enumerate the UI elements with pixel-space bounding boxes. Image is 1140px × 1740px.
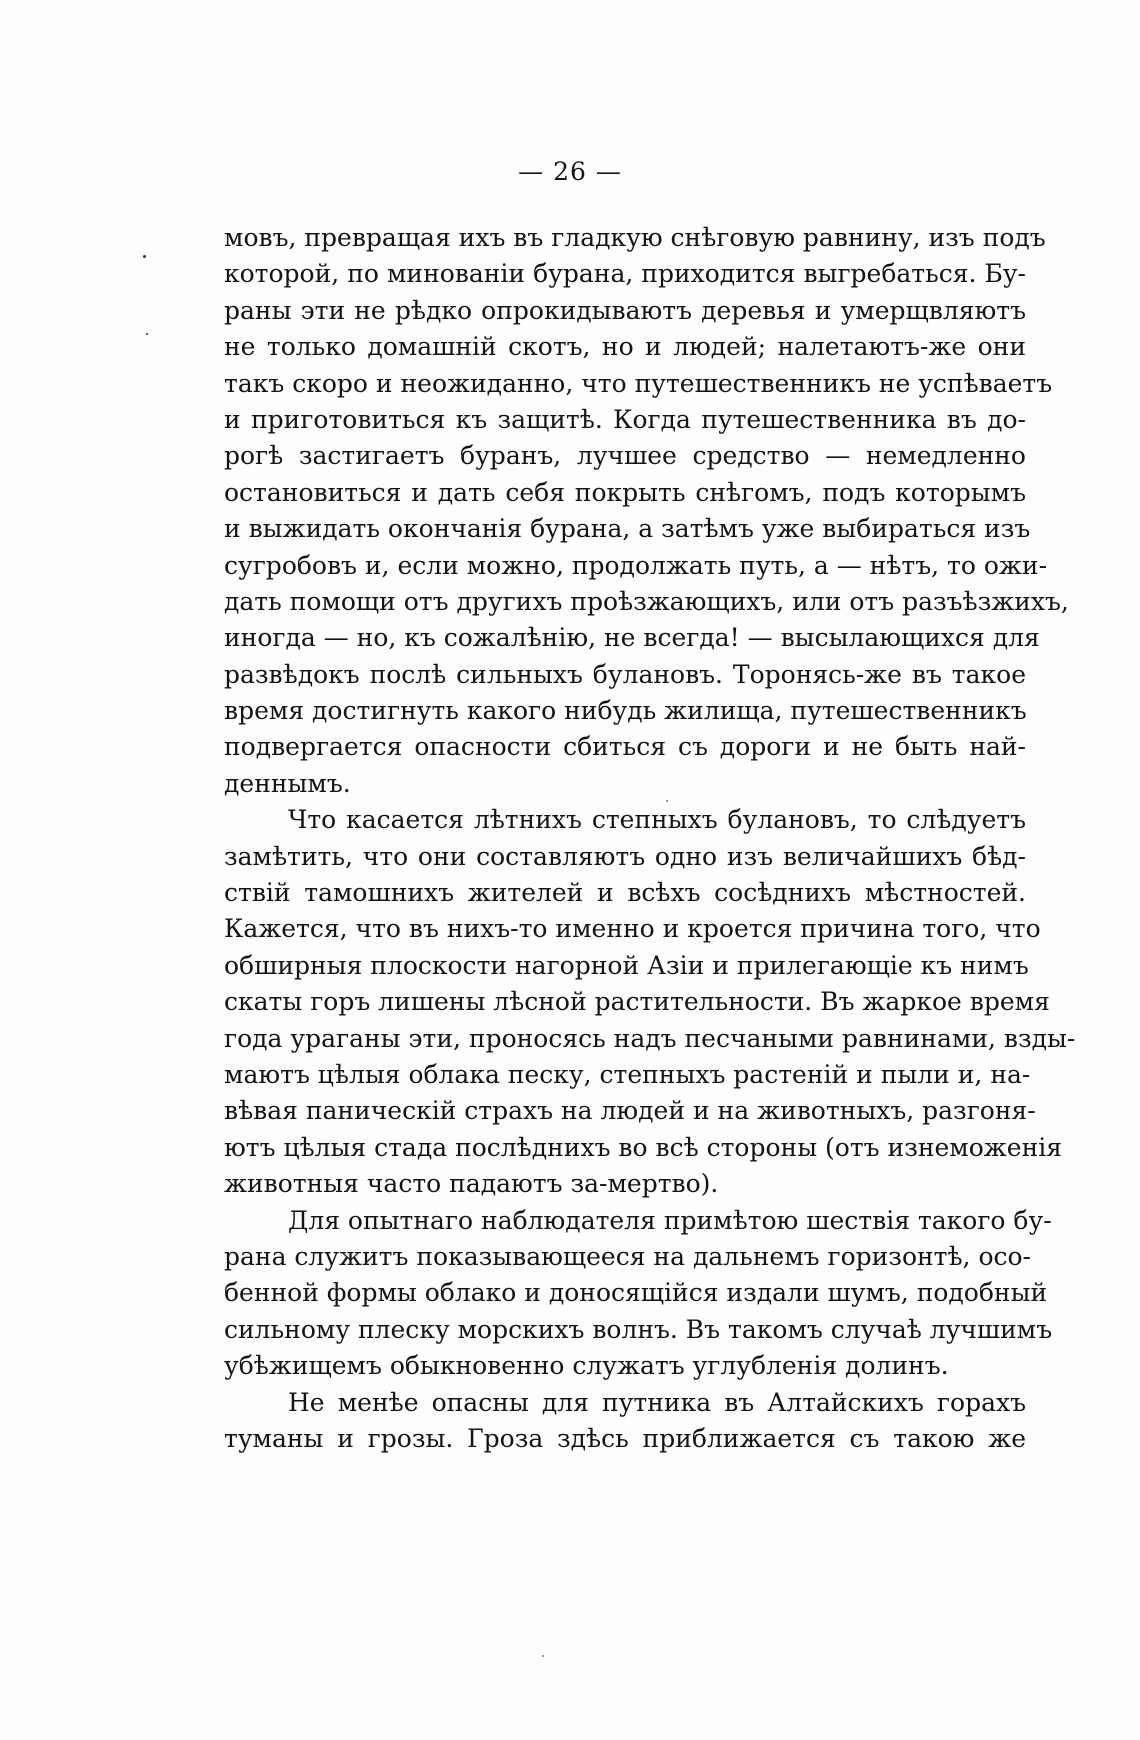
text-line: года ураганы эти, проносясь надъ песчаными равнинами, взды-	[224, 1023, 1076, 1053]
text-line: ствій тамошнихъ жителей и всѣхъ сосѣднихъ мѣстностей.	[224, 878, 1026, 908]
paragraph-3	[224, 1203, 1053, 1385]
text-line: развѣдокъ послѣ сильныхъ булановъ. Торонясь-же въ такое	[224, 659, 1026, 689]
text-line: время достигнуть какого нибудь жилища, путешественникъ	[224, 696, 1027, 726]
text-line: бенной формы облако и доносящійся издали шумъ, подобный	[224, 1278, 1048, 1308]
paragraph-1	[224, 220, 1069, 802]
text-line: такъ скоро и неожиданно, что путешественникъ не успѣваетъ	[224, 368, 1053, 398]
text-line: вѣвая паническій страхъ на людей и на животныхъ, разгоня-	[224, 1096, 1036, 1126]
text-line: обширныя плоскости нагорной Азіи и прилегающіе къ нимъ	[224, 950, 1029, 980]
scan-speck	[666, 800, 668, 802]
text-line: сугробовъ и, если можно, продолжать путь, а — нѣтъ, то ожи-	[224, 550, 1048, 580]
text-line: остановиться и дать себя покрыть снѣгомъ, подъ которымъ	[224, 477, 1026, 507]
text-line: Что касается лѣтнихъ степныхъ булановъ, то слѣдуетъ	[288, 805, 1026, 835]
text-line: рана служитъ показывающееся на дальнемъ горизонтѣ, осо-	[224, 1241, 1032, 1271]
text-line: подвергается опасности сбиться съ дороги и не быть най-	[224, 732, 1026, 762]
text-line: сильному плеску морскихъ волнъ. Въ такомъ случаѣ лучшимъ	[224, 1314, 1053, 1344]
text-line: иногда — но, къ сожалѣнію, не всегда! — высылающихся для	[224, 623, 1040, 653]
text-line: мовъ, превращая ихъ въ гладкую снѣговую равнину, изъ подъ	[224, 223, 1046, 252]
text-line: и приготовиться къ защитѣ. Когда путешественника въ до-	[224, 404, 1026, 434]
text-line: раны эти не рѣдко опрокидываютъ деревья и умерщвляютъ	[224, 295, 1026, 325]
paragraph-4	[224, 1385, 1026, 1458]
text-line: ютъ цѣлыя стада послѣднихъ во всѣ стороны (отъ изнеможенія	[224, 1132, 1063, 1162]
text-line: туманы и грозы. Гроза здѣсь приближается съ такою же	[224, 1423, 1026, 1453]
text-line: животныя часто падаютъ за-мертво).	[224, 1169, 719, 1199]
scan-speck	[143, 255, 146, 258]
text-line: которой, по минованіи бурана, приходится выгребаться. Бу-	[224, 259, 1026, 289]
scan-speck	[146, 333, 148, 335]
text-line: Для опытнаго наблюдателя примѣтою шествія такого бу-	[288, 1205, 1052, 1235]
text-line: и выжидать окончанія бурана, а затѣмъ уже выбираться изъ	[224, 514, 1031, 544]
text-line: рогѣ застигаетъ буранъ, лучшее средство — немедленно	[224, 441, 1026, 471]
text-line: дать помощи отъ другихъ проѣзжающихъ, или отъ разъѣзжихъ,	[224, 586, 1069, 616]
paragraph-2	[224, 802, 1076, 1202]
text-line: не только домашній скотъ, но и людей; налетаютъ-же они	[224, 332, 1026, 362]
body-text	[224, 220, 1076, 1457]
text-line: Не менѣе опасны для путника въ Алтайскихъ горахъ	[288, 1387, 1026, 1417]
scan-speck	[542, 1655, 544, 1657]
text-line: скаты горъ лишены лѣсной растительности. Въ жаркое время	[224, 987, 1050, 1017]
text-line: Кажется, что въ нихъ-то именно и кроется причина того, что	[224, 914, 1041, 944]
page-number: — 26 —	[518, 157, 622, 186]
text-line: маютъ цѣлыя облака песку, степныхъ растеній и пыли и, на-	[224, 1059, 1031, 1089]
text-line: замѣтить, что они составляютъ одно изъ величайшихъ бѣд-	[224, 841, 1026, 871]
text-line: деннымъ.	[224, 768, 351, 798]
text-line: убѣжищемъ обыкновенно служатъ углубленія долинъ.	[224, 1351, 949, 1381]
